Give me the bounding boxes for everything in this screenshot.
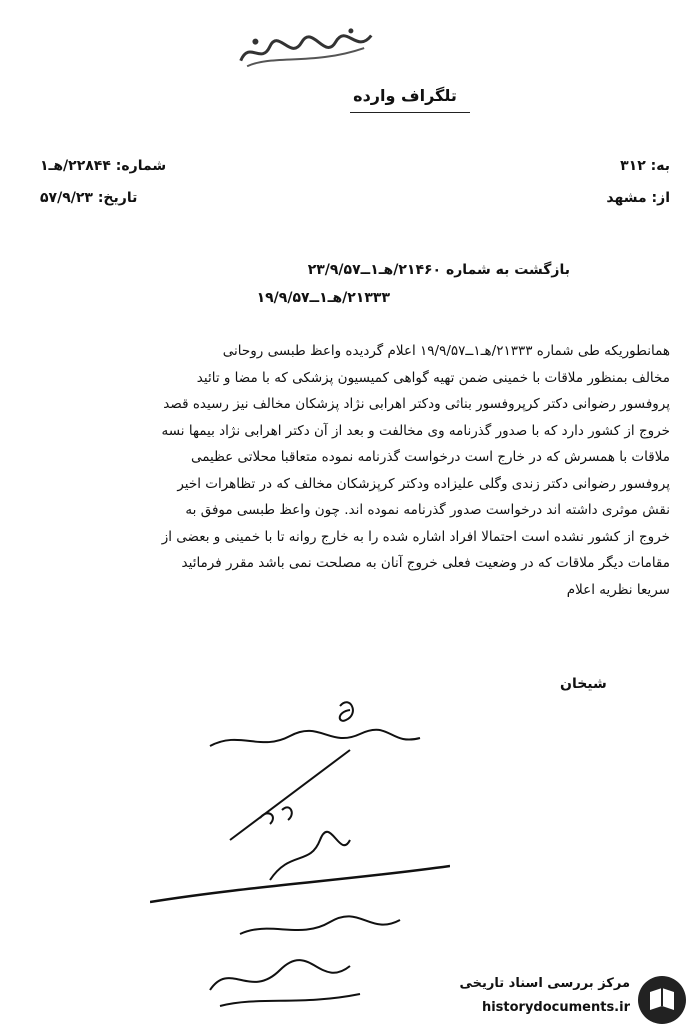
body-line: مقامات دیگر ملاقات که در وضعیت فعلی خروج آنان به مصلحت نمی باشد مقرر فرمائید — [181, 555, 670, 571]
watermark-book-icon — [636, 974, 688, 1026]
body-line: مخالف بمنظور ملاقات با خمینی ضمن تهیه گواهی کمیسیون پزشکی که با مضا و تائید — [196, 369, 670, 386]
header-stamp — [230, 17, 383, 79]
reference-line-1: بازگشت به شماره ۲۱۴۶۰/هـ۱ــ۲۳/۹/۵۷ — [307, 262, 570, 278]
telegram-body — [20, 338, 670, 603]
handwriting-scribble-icon — [150, 690, 450, 1020]
reference-line-2: ۲۱۳۳۳/هـ۱ــ۱۹/۹/۵۷ — [256, 290, 390, 306]
sender-name: شیخان — [560, 676, 607, 692]
body-line: نقش موثری داشته اند درخواست صدور گذرنامه نموده اند. چون واعظ طبسی موفق به — [185, 502, 670, 518]
body-line: ملاقات با همسرش که در خارج است درخواست گذرنامه نموده متعاقبا محلاتی عظیمی — [190, 449, 670, 465]
body-line: خروج از کشور نشده است احتمالا افراد اشاره شده را به خارج روانه تا با خمینی و بعضی از — [161, 528, 670, 545]
body-line: همانطوریکه طی شماره ۲۱۳۳۳/هـ۱ــ۱۹/۹/۵۷ اعلام گردیده واعظ طبسی روحانی — [222, 343, 670, 359]
body-line: پروفسور رضوانی دکتر زندی وگلی علیزاده ودکتر کرپزشکان مخالف که در تظاهرات اخیر — [177, 475, 670, 492]
document-title: تلگراف وارده — [353, 86, 457, 105]
body-line: پروفسور رضوانی دکتر کرپروفسور بناثی ودکتر اهرابی نژاد پزشکان مخالف نیز رسیده قصد — [163, 396, 670, 412]
title-underline — [350, 112, 470, 113]
handwritten-annotations — [150, 690, 450, 1020]
telegram-date: تاریخ: ۵۷/۹/۲۳ — [40, 190, 138, 206]
body-line: سریعا نظریه اعلام — [566, 581, 670, 598]
watermark-logo — [392, 972, 692, 1028]
telegram-number: شماره: ۲۲۸۴۴/هـ۱ — [40, 158, 167, 174]
watermark-url: historydocuments.ir — [481, 1000, 630, 1015]
stamp-scribble-icon — [230, 17, 383, 79]
watermark-name: مرکز بررسی اسناد تاریخی — [459, 976, 630, 991]
telegram-from: از: مشهد — [606, 190, 670, 206]
telegram-to: به: ۳۱۲ — [620, 158, 670, 174]
body-line: خروج از کشور دارد که با صدور گذرنامه وی مخالفت و بعد از آن دکتر اهرابی نژاد بیمها نسه — [161, 422, 670, 439]
